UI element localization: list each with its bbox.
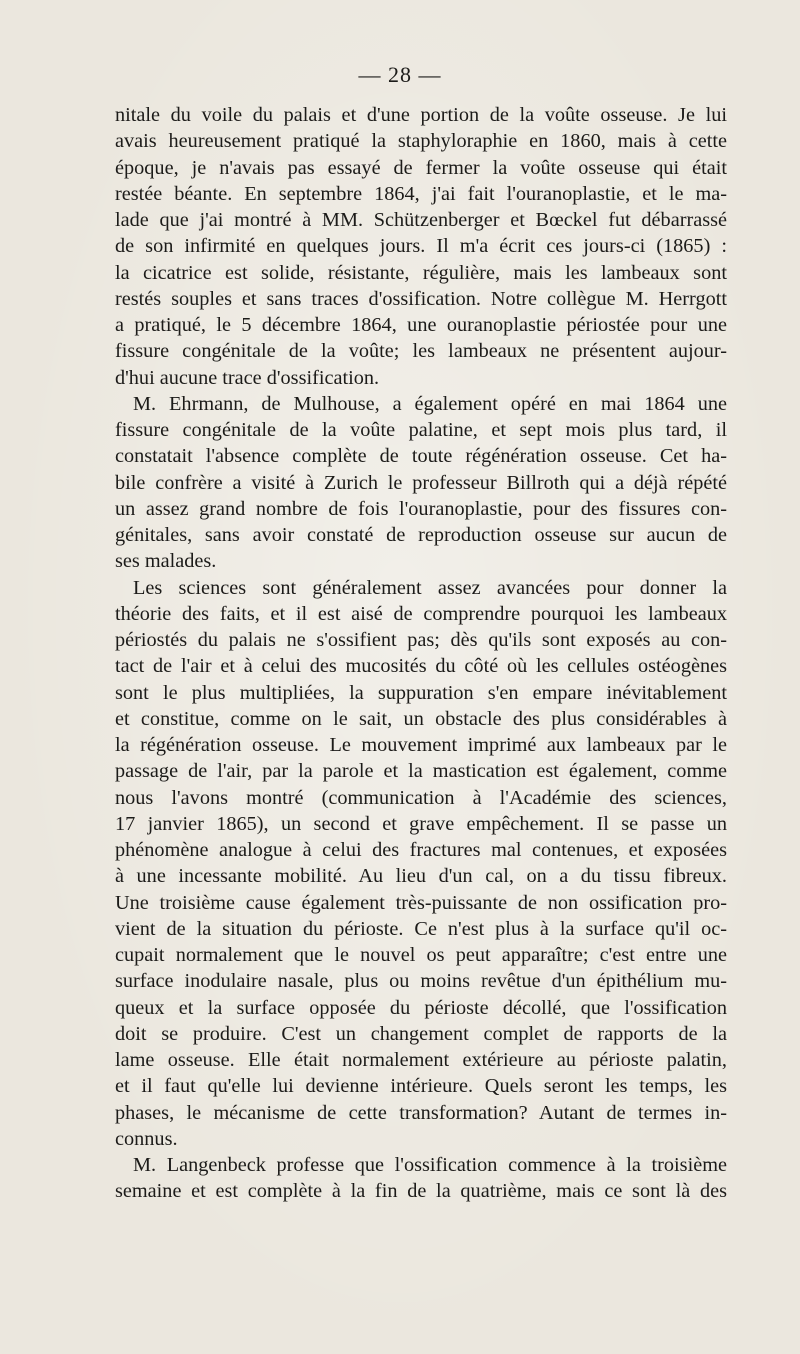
text-line: et constitue, comme on le sait, un obstacle des plus considérables à [115,707,727,730]
text-line: queux et la surface opposée du périoste décollé, que l'ossification [115,996,727,1019]
text-line: lade que j'ai montré à MM. Schützenberger et Bœckel fut débarrassé [115,209,727,231]
text-line: Les sciences sont généralement assez avancées pour donner la [133,576,727,599]
text-line: semaine et est complète à la fin de la quatrième, mais ce sont là des [115,1180,727,1203]
text-line: périostés du palais ne s'ossifient pas; dès qu'ils sont exposés au con- [115,629,727,651]
text-line: ses malades. [115,550,217,573]
paragraph [115,1152,727,1205]
text-line: à une incessante mobilité. Au lieu d'un cal, on a du tissu fibreux. [115,865,727,888]
text-line: la régénération osseuse. Le mouvement imprimé aux lambeaux par le [115,734,727,756]
text-line: époque, je n'avais pas essayé de fermer la voûte osseuse qui était [115,156,727,179]
text-line: M. Langenbeck professe que l'ossification commence à la troisième [133,1154,727,1176]
text-line: lame osseuse. Elle était normalement extérieure au périoste palatin, [115,1049,727,1071]
text-line: 17 janvier 1865), un second et grave empêchement. Il se passe un [115,812,727,835]
text-line: avais heureusement pratiqué la staphyloraphie en 1860, mais à cette [115,130,727,153]
text-line: phénomène analogue à celui des fractures mal contenues, et exposées [115,839,727,861]
text-line: fissure congénitale de la voûte; les lambeaux ne présentent aujour- [115,340,727,363]
text-line: et il faut qu'elle lui devienne intérieure. Quels seront les temps, les [115,1075,727,1098]
text-line: restée béante. En septembre 1864, j'ai fait l'ouranoplastie, et le ma- [115,182,727,205]
text-line: a pratiqué, le 5 décembre 1864, une ouranoplastie périostée pour une [115,314,727,336]
page-number: — 28 — [358,62,442,87]
text-line: constatait l'absence complète de toute régénération osseuse. Cet ha- [115,445,727,468]
text-line: un assez grand nombre de fois l'ouranoplastie, pour des fissures con- [115,497,727,520]
text-line: M. Ehrmann, de Mulhouse, a également opéré en mai 1864 une [133,392,727,415]
text-line: phases, le mécanisme de cette transformation? Autant de termes in- [115,1101,727,1124]
text-line: de son infirmité en quelques jours. Il m'a écrit ces jours-ci (1865) : [115,235,727,258]
text-line: Une troisième cause également très-puissante de non ossification pro- [115,891,727,914]
text-line: nous l'avons montré (communication à l'Académie des sciences, [115,786,727,809]
text-line: sont le plus multipliées, la suppuration s'en empare inévitablement [115,681,727,704]
text-line: passage de l'air, par la parole et la mastication est également, comme [115,760,727,783]
text-line: restés souples et sans traces d'ossification. Notre collègue M. Herrgott [115,287,727,310]
paragraph [115,575,727,1153]
text-line: bile confrère a visité à Zurich le professeur Billroth qui a déjà répété [115,471,727,494]
text-line: cupait normalement que le nouvel os peut apparaître; c'est entre une [115,944,727,966]
text-line: la cicatrice est solide, résistante, régulière, mais les lambeaux sont [115,261,727,284]
paragraph [115,102,727,391]
text-line: vient de la situation du périoste. Ce n'est plus à la surface qu'il oc- [115,917,727,940]
text-line: surface inodulaire nasale, plus ou moins revêtue d'un épithélium mu- [115,970,727,993]
text-line: doit se produire. C'est un changement complet de rapports de la [115,1022,727,1045]
text-line: tact de l'air et à celui des mucosités du côté où les cellules ostéogènes [115,655,727,678]
text-line: génitales, sans avoir constaté de reproduction osseuse sur aucun de [115,524,727,546]
text-line: fissure congénitale de la voûte palatine, et sept mois plus tard, il [115,419,727,441]
text-line: connus. [115,1127,178,1150]
paragraph [115,391,727,575]
text-line: d'hui aucune trace d'ossification. [115,366,380,389]
text-line: théorie des faits, et il est aisé de comprendre pourquoi les lambeaux [115,602,727,625]
text-line: nitale du voile du palais et d'une portion de la voûte osseuse. Je lui [115,104,727,126]
body-text [115,102,727,1205]
